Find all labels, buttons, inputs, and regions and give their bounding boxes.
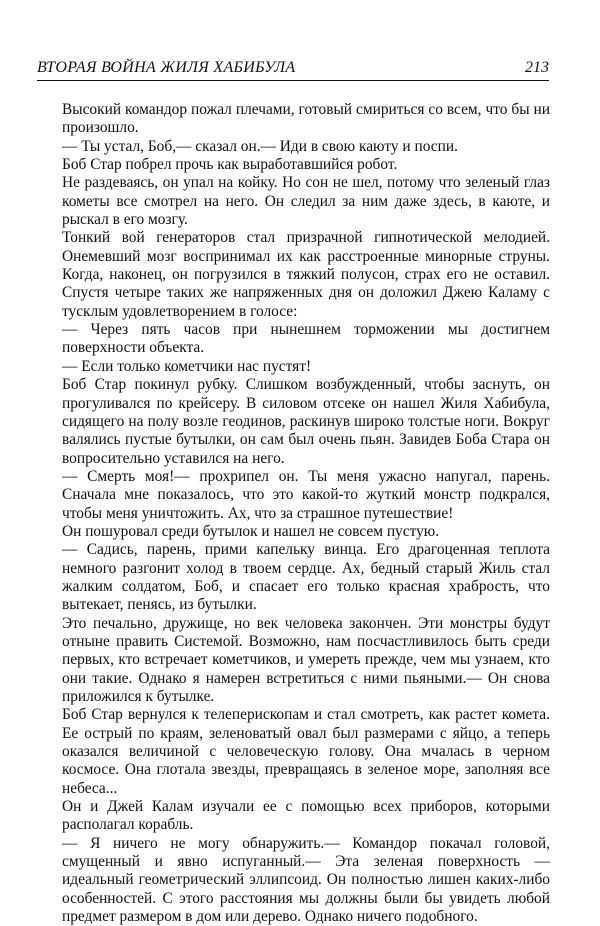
paragraph: Боб Стар побрел прочь как выработавшийся робот.	[62, 156, 398, 174]
paragraph: Он пошуровал среди бутылок и нашел не совсем пустую.	[62, 522, 440, 540]
paragraph: — Если только кометчики нас пустят!	[62, 357, 312, 375]
paragraph: — Садись, парень, прими капельку винца. Его драгоценная теплота немного разгонит холод в твоем сердце. Ах, бедный старый Жиль стал жалким солдатом, Боб, и спасает его только красная храбрость, что вытекает, пенясь, из бутылки.	[62, 541, 550, 614]
paragraph: Тонкий вой генераторов стал призрачной гипнотической мелодией. Онемевший мозг воспринимал их как расстроенные минорные струны. Когда, наконец, он погрузился в тяжкий полусон, страх его не оставил. Спустя четыре таких же напряженных дня он доложил Джею Каламу с тусклым удовлетворением в голосе:	[62, 229, 550, 320]
paragraph: — Смерть моя!— прохрипел он. Ты меня ужасно напугал, парень. Сначала мне показалось, что это какой-то жуткий монстр подкрался, чтобы меня уничтожить. Ах, что за страшное путешествие!	[62, 467, 550, 522]
paragraph: Высокий командор пожал плечами, готовый смириться со всем, что бы ни произошло.	[62, 101, 550, 137]
paragraph: Боб Стар вернулся к телеперископам и стал смотреть, как растет комета. Ее острый по краям, зеленоватый овал был размерами с яйцо, а теперь оказался величиной с человеческую голову. Она мчалась в черном космосе. Она глотала звезды, превращаясь в зеленое море, заполняя все небеса...	[62, 706, 550, 797]
paragraph: — Ты устал, Боб,— сказал он.— Иди в свою каюту и поспи.	[62, 137, 458, 155]
paragraph: — Через пять часов при нынешнем торможении мы достигнем поверхности объекта.	[62, 321, 550, 357]
paragraph: Боб Стар покинул рубку. Слишком возбужденный, чтобы заснуть, он прогуливался по крейсеру. В силовом отсеке он нашел Жиля Хабибула, сидящего на полу возле геодинов, раскинув широко толстые ноги. Вокруг валялись пустые бутылки, он сам был очень пьян. Завидев Боба Стара он вопросительно уставился на него.	[62, 376, 550, 467]
paragraph: Это печально, дружище, но век человека закончен. Эти монстры будут отныне править Системой. Возможно, нам посчастливилось быть среди первых, кто встречает кометчиков, и умереть прежде, чем мы узнаем, кто они такие. Однако я намерен встретиться с ними пьяными.— Он снова приложился к бутылке.	[62, 614, 550, 705]
body-text	[62, 101, 550, 926]
running-head	[37, 58, 549, 81]
paragraph: — Я ничего не могу обнаружить.— Командор покачал головой, смущенный и явно испуганный.— Эта зеленая поверхность — идеальный геометрический эллипсоид. Он полностью лишен каких-либо особенностей. С этого расстояния мы должны были бы увидеть любой предмет размером в дом или дерево. Однако ничего подобного.	[62, 834, 550, 926]
paragraph: Не раздеваясь, он упал на койку. Но сон не шел, потому что зеленый глаз кометы все смотрел на него. Он следил за ним даже здесь, в каюте, и рыскал в его мозгу.	[62, 174, 550, 229]
running-title: ВТОРАЯ ВОЙНА ЖИЛЯ ХАБИБУЛА	[37, 59, 296, 76]
page-number: 213	[525, 59, 549, 76]
paragraph: Он и Джей Калам изучали ее с помощью всех приборов, которыми располагал корабль.	[62, 798, 550, 834]
